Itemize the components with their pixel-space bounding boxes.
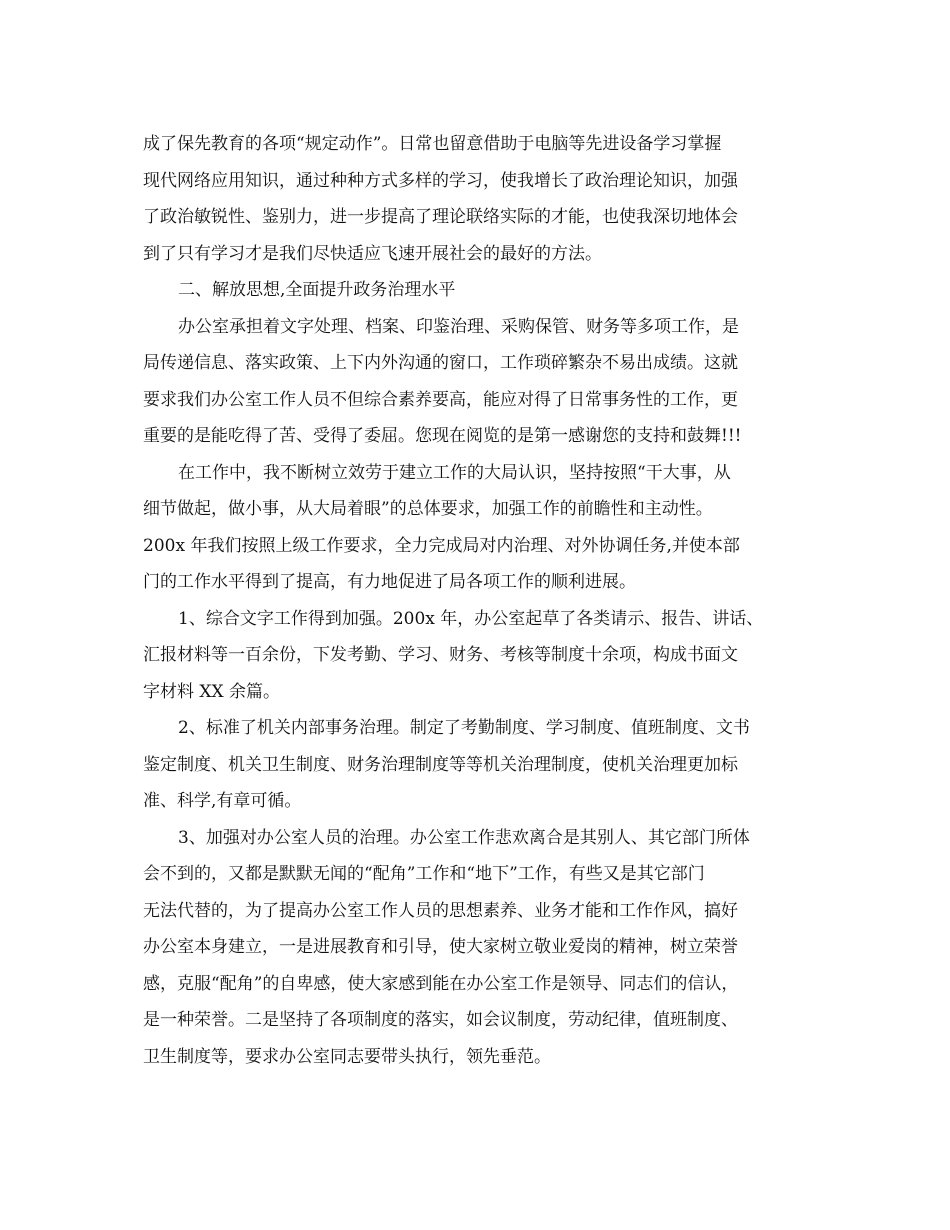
text-line: 办公室承担着文字处理、档案、印鉴治理、采购保管、财务等多项工作，是 <box>178 316 739 337</box>
text-line: 门的工作水平得到了提高，有力地促进了局各项工作的顺利进展。 <box>143 572 636 592</box>
text-line: 感，克服“配角”的自卑感，使大家感到能在办公室工作是领导、同志们的信认， <box>143 973 739 994</box>
text-line: 成了保先教育的各项“规定动作”。日常也留意借助于电脑等先进设备学习掌握 <box>143 134 722 154</box>
text-line: 无法代替的，为了提高办公室工作人员的思想素养、业务才能和工作作风，搞好 <box>143 900 738 921</box>
text-line: 到了只有学习才是我们尽快适应飞速开展社会的最好的方法。 <box>143 243 602 264</box>
text-line: 汇报材料等一百余份，下发考勤、学习、财务、考核等制度十余项，构成书面文 <box>143 645 738 665</box>
text-line: 1、综合文字工作得到加强。200x 年，办公室起草了各类请示、报告、讲话、 <box>178 608 764 629</box>
text-line: 200x 年我们按照上级工作要求，全力完成局对内治理、对外协调任务,并使本部 <box>143 535 740 556</box>
text-line: 要求我们办公室工作人员不但综合素养要高，能应对得了日常事务性的工作，更 <box>143 389 738 410</box>
text-line: 卫生制度等，要求办公室同志要带头执行，领先垂范。 <box>143 1046 551 1067</box>
text-line: 办公室本身建立，一是进展教育和引导，使大家树立敬业爱岗的精神，树立荣誉 <box>143 937 738 957</box>
text-line: 2、标准了机关内部事务治理。制定了考勤制度、学习制度、值班制度、文书 <box>178 718 750 738</box>
text-line: 是一种荣誉。二是坚持了各项制度的落实，如会议制度，劳动纪律，值班制度、 <box>143 1010 738 1030</box>
document-body <box>143 126 807 1075</box>
text-line: 3、加强对办公室人员的治理。办公室工作悲欢离合是其别人、其它部门所体 <box>178 827 750 848</box>
text-line: 在工作中，我不断树立效劳于建立工作的大局认识，坚持按照“干大事，从 <box>178 462 731 483</box>
text-line: 字材料 XX 余篇。 <box>143 681 281 702</box>
text-line: 重要的是能吃得了苦、受得了委屈。您现在阅览的是第一感谢您的支持和鼓舞!!! <box>143 426 742 446</box>
text-line: 细节做起，做小事，从大局着眼”的总体要求，加强工作的前瞻性和主动性。 <box>143 499 713 519</box>
text-line: 局传递信息、落实政策、上下内外沟通的窗口，工作琐碎繁杂不易出成绩。这就 <box>143 353 738 373</box>
text-line: 准、科学,有章可循。 <box>143 791 302 811</box>
text-line: 鉴定制度、机关卫生制度、财务治理制度等等机关治理制度，使机关治理更加标 <box>143 754 738 775</box>
section-heading: 二、解放思想,全面提升政务治理水平 <box>178 280 456 300</box>
text-line: 了政治敏锐性、鉴别力，进一步提高了理论联络实际的才能，也使我深切地体会 <box>143 207 738 227</box>
text-line: 现代网络应用知识，通过种种方式多样的学习，使我增长了政治理论知识，加强 <box>143 170 738 191</box>
text-line: 会不到的，又都是默默无闻的“配角”工作和“地下”工作，有些又是其它部门 <box>143 864 705 884</box>
